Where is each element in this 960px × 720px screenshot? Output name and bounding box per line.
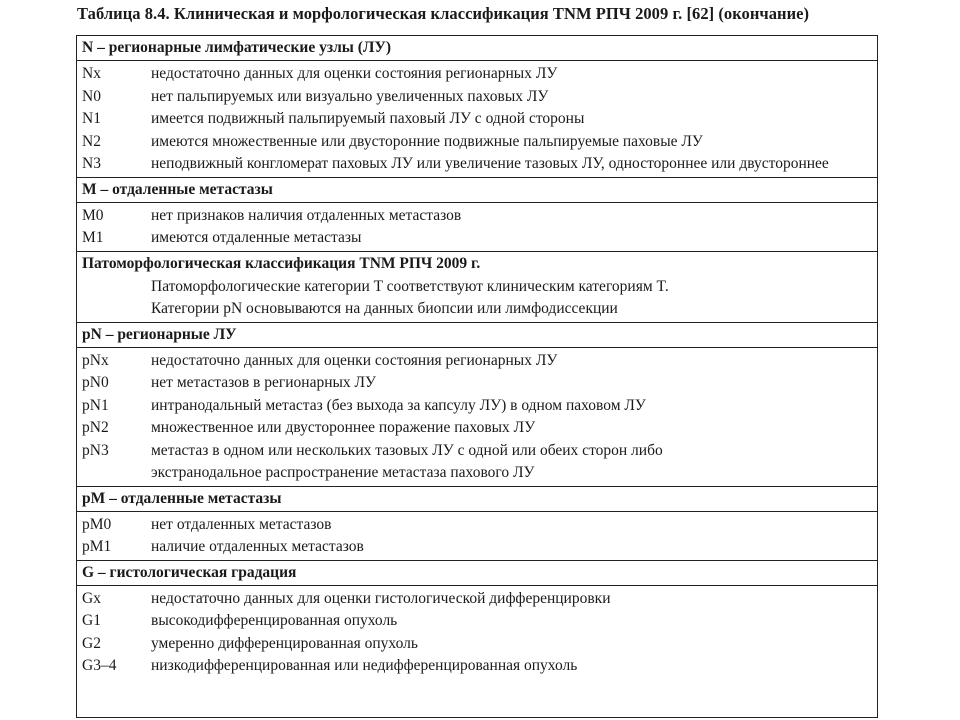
row-desc: интранодальный метастаз (без выхода за капсулу ЛУ) в одном паховом ЛУ [151,396,646,414]
table-row [77,350,877,373]
row-desc: наличие отдаленных метастазов [151,538,364,555]
section-pm-title: pM – отдаленные метастазы [77,487,877,512]
row-desc: нет пальпируемых или визуально увеличенных паховых ЛУ [151,87,549,105]
row-code: G2 [82,634,101,652]
table-row [77,205,877,228]
row-code: M0 [82,206,104,224]
row-code: G1 [82,612,101,629]
table-row [77,588,877,611]
section-g-title: G – гистологическая градация [77,561,877,586]
row-desc: высокодифференцированная опухоль [151,612,398,629]
table-row [77,395,877,418]
row-code: Gx [82,589,101,607]
table-row [77,514,877,537]
table-row [77,298,877,321]
row-code: N2 [82,132,101,150]
row-code: pN2 [82,419,109,436]
row-code: G3–4 [82,657,117,674]
table-row [77,227,877,250]
section-n-title: N – регионарные лимфатические узлы (ЛУ) [77,36,877,61]
row-desc: имеется подвижный пальпируемый паховый ЛУ с одной стороны [151,110,585,127]
row-desc: нет метастазов в регионарных ЛУ [151,374,377,391]
row-desc: множественное или двустороннее поражение паховых ЛУ [151,419,536,436]
section-m-title: M – отдаленные метастазы [77,178,877,203]
table-row [77,633,877,656]
tnm-table [76,35,878,718]
section-g [77,560,877,679]
row-code: N1 [82,110,101,127]
row-desc: Патоморфологические категории T соответствуют клиническим категориям T. [151,277,669,295]
section-patho-title: Патоморфологическая классификация TNM РПЧ 2009 г. [82,254,481,272]
section-patho [77,251,877,322]
row-desc: имеются множественные или двусторонние подвижные пальпируемые паховые ЛУ [151,132,703,150]
row-desc: нет отдаленных метастазов [151,515,332,533]
section-g-rows [77,586,877,679]
table-row [77,610,877,633]
section-n [77,36,877,177]
row-code: pN0 [82,374,109,391]
row-code-empty [77,298,151,321]
row-desc: Категории pN основываются на данных биопсии или лимфодиссекции [151,300,618,317]
table-caption: Таблица 8.4. Клиническая и морфологическая классификация TNM РПЧ 2009 г. [62] (окончание) [77,4,810,23]
row-desc: имеются отдаленные метастазы [151,229,362,246]
row-desc: нет признаков наличия отдаленных метастазов [151,206,462,224]
row-code-empty [77,276,151,299]
row-code: pN1 [82,396,109,414]
table-row [77,655,877,678]
section-n-rows [77,61,877,177]
table-row [77,108,877,131]
section-m [77,177,877,251]
table-row [77,417,877,440]
row-code: N0 [82,87,101,105]
row-desc: недостаточно данных для оценки гистологической дифференцировки [151,589,611,607]
row-code: Nx [82,65,101,82]
row-desc: недостаточно данных для оценки состояния регионарных ЛУ [151,351,558,369]
row-desc: низкодифференцированная или недифференцированная опухоль [151,657,578,674]
row-desc: метастаз в одном или нескольких тазовых ЛУ с одной или обеих сторон либо экстранодальное распространение метастаза пахового ЛУ [151,441,663,481]
row-code: pN3 [82,441,109,459]
row-code: pM0 [82,515,112,533]
section-pn-rows [77,348,877,486]
table-row [77,63,877,86]
row-code: M1 [82,229,104,246]
section-patho-rows [77,276,877,322]
table-row [77,440,877,485]
table-row [77,86,877,109]
section-pm [77,486,877,560]
table-row [77,131,877,154]
row-desc: умеренно дифференцированная опухоль [151,634,418,652]
table-row [77,153,877,176]
section-pm-rows [77,512,877,560]
row-desc: недостаточно данных для оценки состояния регионарных ЛУ [151,65,558,82]
row-code: pM1 [82,538,112,555]
row-code: N3 [82,155,101,172]
section-pn [77,322,877,486]
table-row [77,276,877,299]
section-m-rows [77,203,877,251]
row-desc: неподвижный конгломерат паховых ЛУ или увеличение тазовых ЛУ, одностороннее или двустороннее [151,155,829,172]
table-row [77,372,877,395]
table-row [77,536,877,559]
section-pn-title: pN – регионарные ЛУ [77,323,877,348]
row-code: pNx [82,351,109,369]
